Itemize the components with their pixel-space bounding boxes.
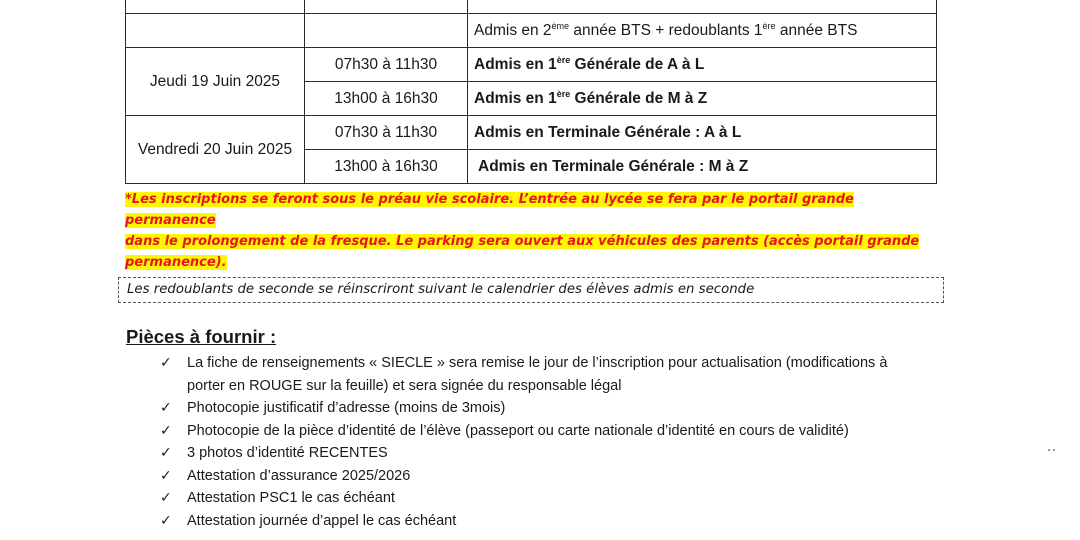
check-icon: ✓: [160, 355, 172, 371]
pieces-list: [160, 352, 920, 532]
schedule-row: [126, 116, 937, 150]
desc-cell: [468, 14, 937, 48]
scan-speck: [1048, 438, 1058, 440]
desc-text: Admis en 1: [474, 56, 557, 74]
list-item: [160, 442, 920, 465]
desc-cell: [468, 82, 937, 116]
list-item: [160, 465, 920, 488]
item-text: 3 photos d’identité RECENTES: [187, 445, 388, 461]
day-cell: Vendredi 20 Juin 2025: [126, 116, 305, 184]
check-icon: ✓: [160, 400, 172, 416]
time-cell: 13h00 à 16h30: [305, 150, 468, 184]
desc-sup: ère: [556, 54, 571, 65]
desc-text: année BTS + redoublants 1: [569, 22, 763, 40]
list-item: [160, 487, 920, 510]
schedule-table: [125, 0, 937, 184]
item-text: Photocopie justificatif d’adresse (moins de 3mois): [187, 400, 506, 416]
note-line: dans le prolongement de la fresque. Le parking sera ouvert aux véhicules des parents (accès portail grande: [125, 234, 920, 249]
desc-text: Générale de M à Z: [570, 90, 708, 108]
desc-cell: Admis en Terminale Générale : A à L: [468, 116, 937, 150]
schedule-row: [126, 14, 937, 48]
desc-sup: ère: [762, 20, 776, 31]
check-icon: ✓: [160, 467, 172, 484]
list-item: [160, 352, 920, 397]
desc-cell-empty: [468, 0, 937, 14]
inscription-note: [125, 189, 940, 273]
schedule-row: [126, 0, 937, 14]
time-cell-empty: [305, 14, 468, 48]
time-cell-empty: [305, 0, 468, 14]
list-item: [160, 420, 920, 443]
item-text: porter en ROUGE sur la feuille) et sera signée du responsable légal: [187, 377, 622, 394]
desc-sup: ère: [556, 88, 571, 99]
check-icon: ✓: [160, 490, 172, 506]
list-item: [160, 397, 920, 420]
desc-text: Générale de A à L: [570, 56, 705, 74]
time-cell: 07h30 à 11h30: [305, 48, 468, 82]
desc-text: Admis en 1: [474, 90, 557, 108]
desc-cell: [468, 48, 937, 82]
day-cell: Jeudi 19 Juin 2025: [126, 48, 305, 116]
check-icon: ✓: [160, 422, 172, 439]
check-icon: ✓: [160, 445, 172, 461]
item-text: Attestation PSC1 le cas échéant: [187, 490, 395, 506]
note-line: *Les inscriptions se feront sous le préau vie scolaire. L’entrée au lycée se fera par le portail grande permanence: [125, 192, 854, 228]
note-line: permanence).: [125, 255, 227, 270]
item-text: Attestation journée d’appel le cas échéant: [187, 512, 457, 529]
time-cell: 07h30 à 11h30: [305, 116, 468, 150]
pieces-title: Pièces à fournir :: [126, 326, 277, 347]
desc-sup: ème: [551, 20, 570, 31]
list-item: [160, 510, 920, 533]
item-text: Attestation d’assurance 2025/2026: [187, 467, 411, 484]
schedule-row: [126, 48, 937, 82]
item-text: La fiche de renseignements « SIECLE » sera remise le jour de l’inscription pour actualisation (modifications à: [187, 355, 888, 371]
desc-cell: Admis en Terminale Générale : M à Z: [468, 150, 937, 184]
day-cell-empty: [126, 14, 305, 48]
time-cell: 13h00 à 16h30: [305, 82, 468, 116]
desc-text: année BTS: [775, 22, 858, 40]
day-cell-empty: [126, 0, 305, 14]
redoublants-notice: Les redoublants de seconde se réinscriront suivant le calendrier des élèves admis en seconde: [118, 277, 944, 303]
item-text: Photocopie de la pièce d’identité de l’élève (passeport ou carte nationale d’identité en cours de validité): [187, 422, 849, 439]
check-icon: ✓: [160, 512, 172, 529]
desc-text: Admis en 2: [474, 22, 552, 40]
